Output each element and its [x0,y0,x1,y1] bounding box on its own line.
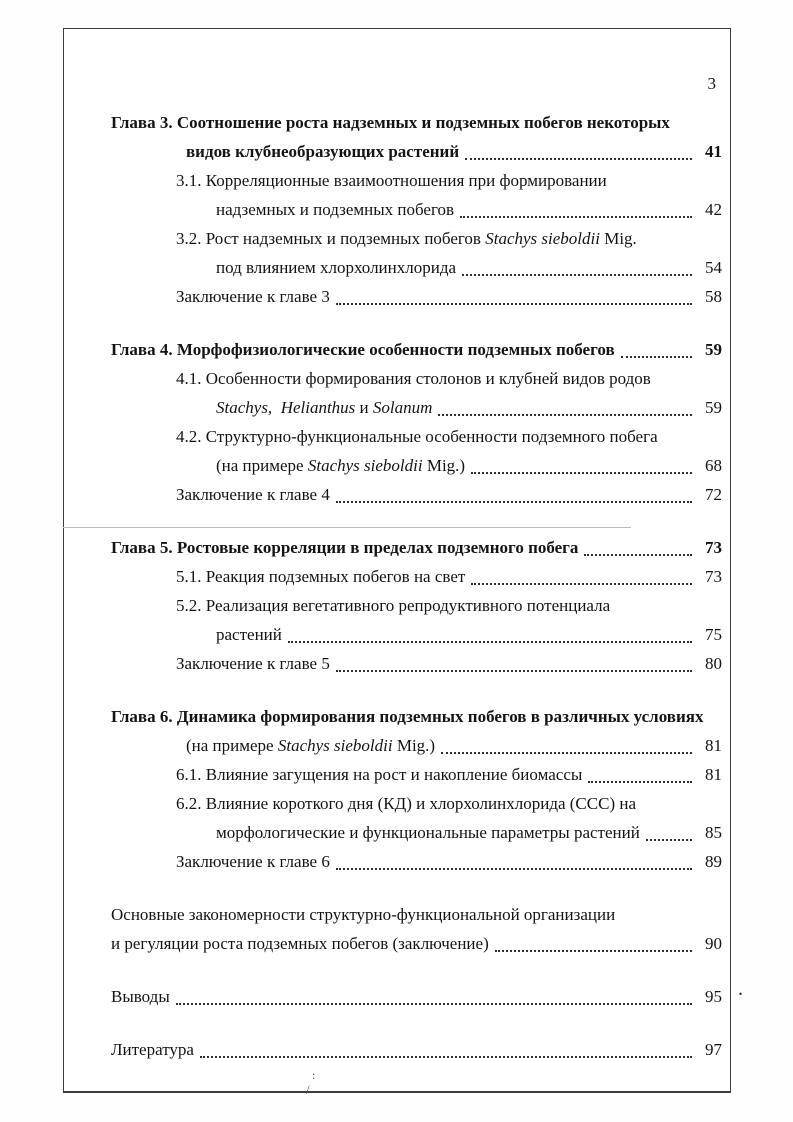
dot-leader [471,583,692,585]
toc-group [111,1035,722,1064]
toc-row [111,393,722,422]
toc-text [216,620,282,649]
dot-leader [465,158,692,160]
toc-text-segment: Глава 5. Ростовые корреляции в пределах подземного побега [111,538,579,557]
toc-text-segment: и регуляции роста подземных побегов (заключение) [111,934,489,953]
toc-text-segment: Основные закономерности структурно-функциональной организации [111,905,616,924]
toc-text [176,224,637,253]
toc-text-segment: видов клубнеобразующих растений [186,142,460,161]
toc-text [176,166,607,195]
page-number: 3 [707,74,716,93]
toc-text-italic: Stachys sieboldii [307,456,423,475]
toc-text [216,195,454,224]
toc-text-segment: и [355,398,373,417]
toc-text [216,451,465,480]
toc-text-segment: 6.2. Влияние короткого дня (КД) и хлорхолинхлорида (ССС) на [176,794,636,813]
toc-text-segment: 3.2. Рост надземных и подземных побегов [176,229,486,248]
dot-leader [584,554,692,556]
dot-leader [336,670,692,672]
toc-text-segment: (на примере [186,736,278,755]
toc-row [111,731,722,760]
toc-text [176,789,636,818]
page-ref: 54 [705,258,722,277]
toc-text [216,818,640,847]
toc-row [111,620,722,649]
scan-mark-artifact: : [312,1068,316,1082]
toc-row [111,789,722,818]
page-ref: 80 [705,654,722,673]
toc-text-italic: Stachys sieboldii [277,736,393,755]
stray-dot-artifact: . [738,978,743,1000]
toc-text [111,1035,194,1064]
toc-row [111,253,722,282]
toc-text-italic: Helianthus [280,398,356,417]
toc-text-segment: Заключение к главе 3 [176,287,330,306]
toc-text [176,364,651,393]
toc-row [111,818,722,847]
toc-text-segment: надземных и подземных побегов [216,200,455,219]
toc-group [111,702,722,876]
dot-leader [460,216,692,218]
toc-text-segment: 3.1. Корреляционные взаимоотношения при формировании [176,171,607,190]
toc-text [111,929,489,958]
toc-text-italic: Solanum [372,398,433,417]
toc-text-segment [272,398,281,417]
toc-text-segment: 5.1. Реакция подземных побегов на свет [176,567,466,586]
toc-text [176,847,330,876]
toc-group [111,533,722,678]
page-ref: 81 [705,765,722,784]
toc-row [111,760,722,789]
toc-text-segment: морфологические и функциональные параметры растений [216,823,640,842]
toc-text-segment: Заключение к главе 4 [176,485,330,504]
toc-row [111,108,722,137]
dot-leader [495,950,692,952]
page-ref: 95 [705,987,722,1006]
toc-text-segment: Заключение к главе 5 [176,654,330,673]
dot-leader [646,839,692,841]
toc-row [111,982,722,1011]
toc-text [176,591,610,620]
dot-leader [441,752,692,754]
toc-text [176,480,330,509]
toc-text [111,900,615,929]
page-ref: 89 [705,852,722,871]
toc-text-segment: 6.1. Влияние загущения на рост и накопление биомассы [176,765,583,784]
toc-row [111,847,722,876]
page-ref: 72 [705,485,722,504]
toc-group [111,982,722,1011]
toc-text [176,649,330,678]
toc-row [111,422,722,451]
toc-text-segment: Литература [111,1040,194,1059]
toc-row [111,224,722,253]
toc-text-segment: Mig.) [422,456,466,475]
toc-text [176,282,330,311]
toc-text-segment: Выводы [111,987,170,1006]
toc-text-segment: Глава 3. Соотношение роста надземных и подземных побегов некоторых [111,113,670,132]
page-ref: 97 [705,1040,722,1059]
toc-text-segment: 4.1. Особенности формирования столонов и клубней видов родов [176,369,651,388]
dot-leader [176,1003,692,1005]
toc-group [111,900,722,958]
dot-leader [336,501,692,503]
toc-text [176,562,465,591]
toc-row [111,649,722,678]
toc-row [111,1035,722,1064]
page-ref: 41 [705,142,722,161]
toc-group [111,335,722,509]
dot-leader [462,274,692,276]
toc-text-segment: Глава 6. Динамика формирования подземных побегов в различных условиях [111,707,704,726]
page-ref: 73 [705,567,722,586]
page-ref: 81 [705,736,722,755]
page-ref: 90 [705,934,722,953]
toc-text-italic: Stachys, [216,398,273,417]
toc-row [111,282,722,311]
toc-row [111,451,722,480]
dot-leader [200,1056,692,1058]
toc-row [111,480,722,509]
page-ref: 58 [705,287,722,306]
dot-leader [621,356,692,358]
page-ref: 59 [705,340,722,359]
toc-text-segment: 5.2. Реализация вегетативного репродуктивного потенциала [176,596,611,615]
dot-leader [336,303,692,305]
page-ref: 73 [705,538,722,557]
toc-row [111,166,722,195]
toc-text [186,731,435,760]
dot-leader [588,781,692,783]
dot-leader [471,472,692,474]
toc-row [111,929,722,958]
toc-row [111,364,722,393]
toc-text-italic: Stachys sieboldii [485,229,600,248]
toc-content [64,29,730,1091]
toc-row [111,137,722,166]
toc-text-segment: Mig. [599,229,637,248]
toc-text [176,760,582,789]
toc [111,108,722,1064]
toc-text [111,335,615,364]
scan-mark-artifact: / [306,1082,310,1097]
toc-row [111,195,722,224]
scanned-page-frame [63,28,731,1093]
toc-text-segment: под влиянием хлорхолинхлорида [216,258,457,277]
toc-text [111,982,170,1011]
toc-text-segment: растений [216,625,282,644]
toc-row [111,591,722,620]
toc-text [216,393,432,422]
toc-text [216,253,456,282]
dot-leader [336,868,692,870]
dot-leader [288,641,692,643]
toc-text-segment: Глава 4. Морфофизиологические особенности подземных побегов [111,340,615,359]
toc-row [111,562,722,591]
toc-row [111,335,722,364]
toc-text [111,702,703,731]
toc-text-segment: Заключение к главе 6 [176,852,330,871]
toc-text-segment: Mig.) [392,736,436,755]
toc-text [176,422,658,451]
toc-text-segment: (на примере [216,456,308,475]
toc-row [111,900,722,929]
toc-text [111,533,578,562]
page-ref: 85 [705,823,722,842]
page-ref: 75 [705,625,722,644]
toc-text [111,108,670,137]
page-ref: 42 [705,200,722,219]
scan-artifact-line [63,527,631,528]
page-ref: 59 [705,398,722,417]
toc-text-segment: 4.2. Структурно-функциональные особенности подземного побега [176,427,658,446]
toc-group [111,108,722,311]
dot-leader [438,414,692,416]
page-ref: 68 [705,456,722,475]
toc-text [186,137,459,166]
toc-row [111,533,722,562]
toc-row [111,702,722,731]
